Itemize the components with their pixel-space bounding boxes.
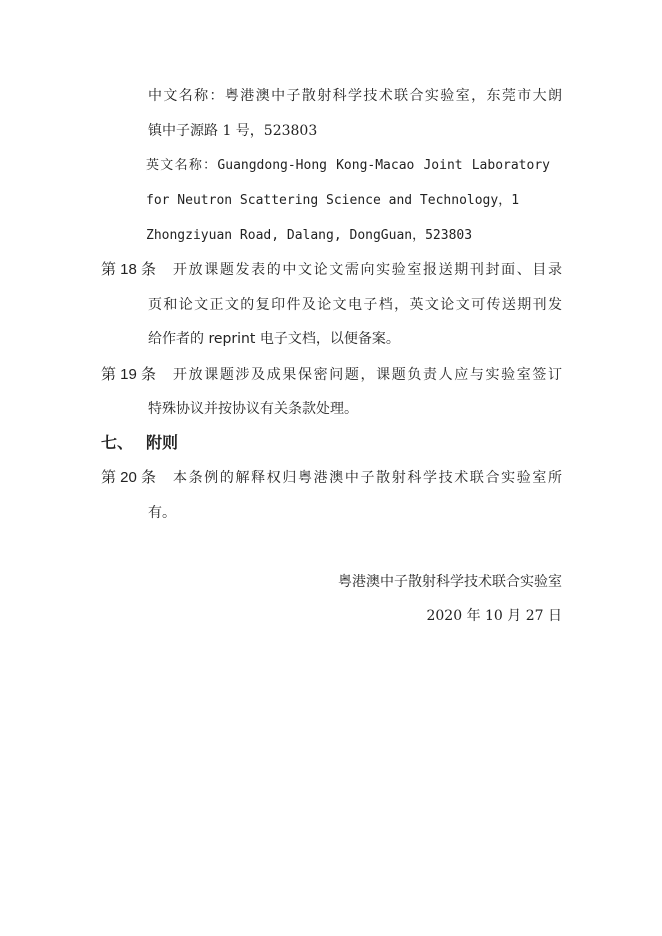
signature-org: 粤港澳中子散射科学技术联合实验室 bbox=[338, 574, 562, 590]
article-19-line-2: 特殊协议并按协议有关条款处理。 bbox=[148, 401, 358, 417]
article-18-label: 第 18 条 bbox=[101, 261, 157, 278]
article-18-line-2: 页和论文正文的复印件及论文电子档，英文论文可传送期刊发 bbox=[148, 297, 562, 313]
article-20-line-1: 本条例的解释权归粤港澳中子散射科学技术联合实验室所 bbox=[173, 470, 562, 486]
address-en-line-2: for Neutron Scattering Science and Technology，1 bbox=[146, 193, 520, 208]
article-18-line-3: 给作者的 reprint 电子文档，以便备案。 bbox=[148, 331, 400, 347]
signature-date: 2020 年 10 月 27 日 bbox=[426, 608, 562, 624]
address-en-line-1: 英文名称：Guangdong-Hong Kong-Macao Joint Laboratory bbox=[146, 158, 550, 173]
article-18-line-1: 开放课题发表的中文论文需向实验室报送期刊封面、目录 bbox=[173, 262, 562, 278]
article-19-line-1: 开放课题涉及成果保密问题，课题负责人应与实验室签订 bbox=[173, 367, 562, 383]
address-cn-line-2: 镇中子源路 1 号，523803 bbox=[148, 123, 318, 139]
address-en-line-3: Zhongziyuan Road, Dalang, DongGuan，523803 bbox=[146, 228, 473, 243]
address-cn-line-1: 中文名称：粤港澳中子散射科学技术联合实验室，东莞市大朗 bbox=[148, 88, 562, 104]
section-heading bbox=[101, 432, 178, 454]
article-20-label: 第 20 条 bbox=[101, 469, 157, 486]
section-number: 七、 bbox=[101, 433, 134, 452]
section-title: 附则 bbox=[146, 433, 179, 452]
article-19-label: 第 19 条 bbox=[101, 366, 157, 383]
article-20-line-2: 有。 bbox=[148, 505, 176, 521]
